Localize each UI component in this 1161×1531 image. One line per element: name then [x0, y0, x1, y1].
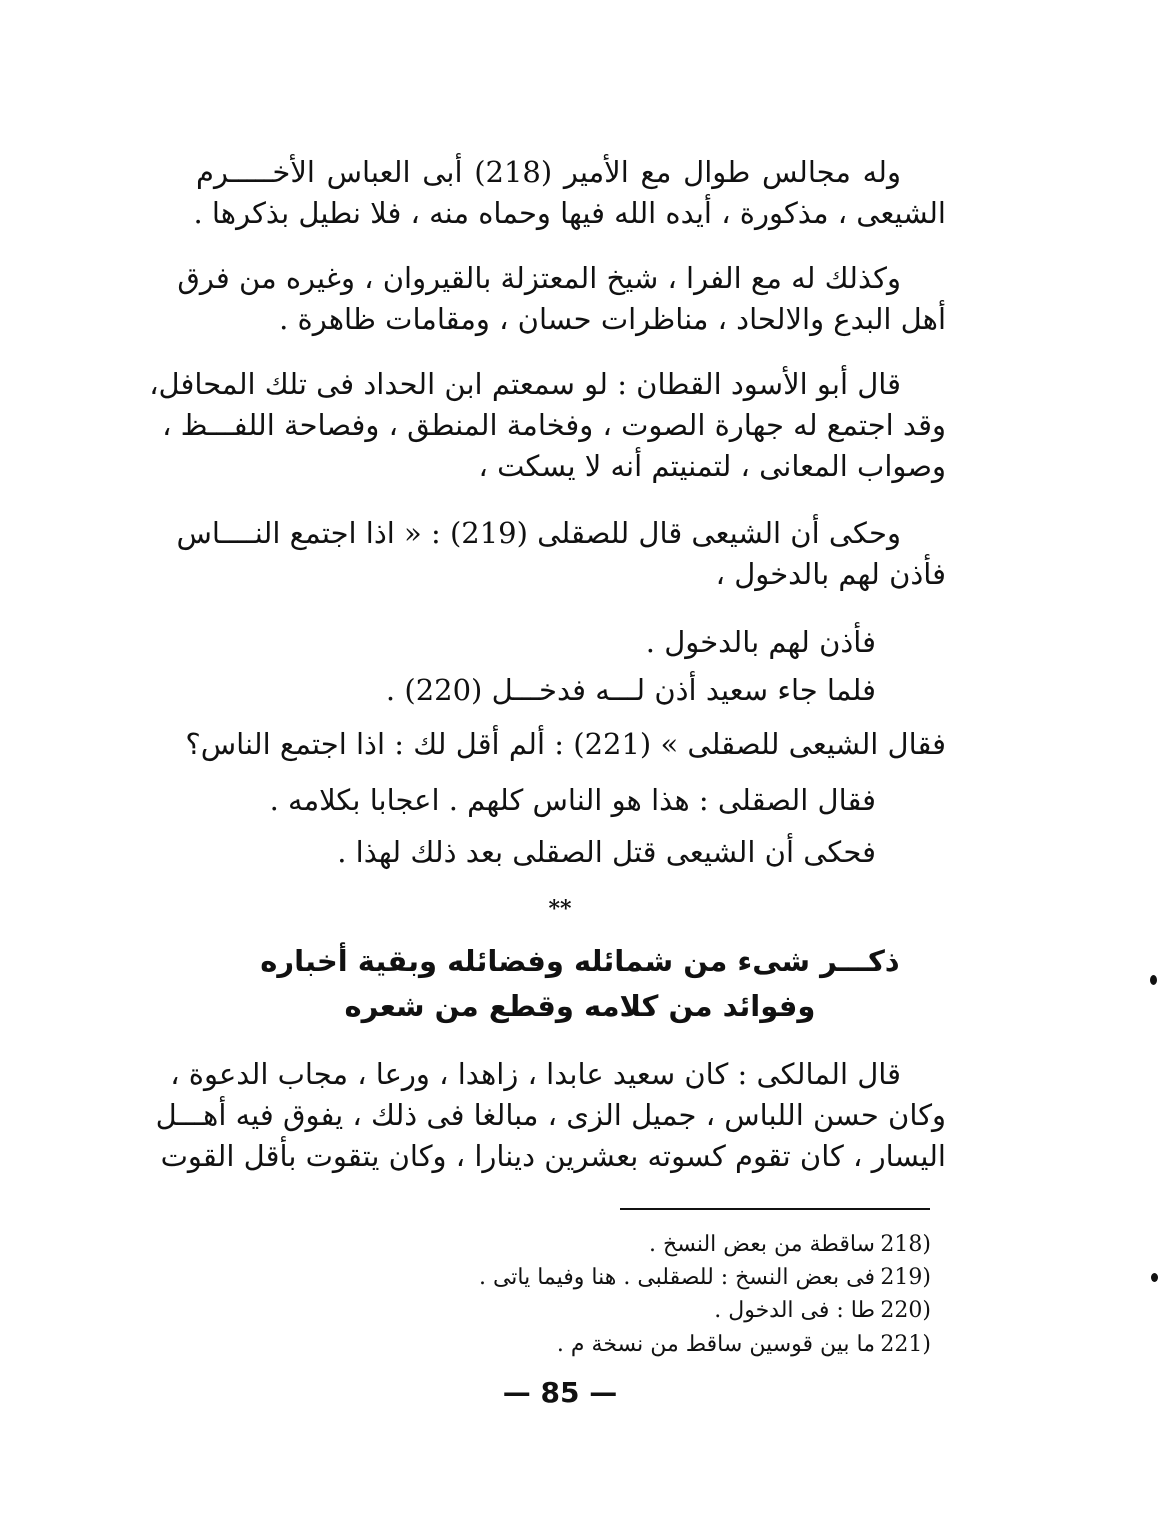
footnote-number: (219 — [880, 1265, 931, 1290]
footnote-218 — [231, 1230, 931, 1260]
section-heading-line-2: وفوائد من كلامه وقطع من شعره — [344, 989, 816, 1023]
dialogue-line-2: فلما جاء سعيد أذن لـــه فدخـــل (220) . — [385, 673, 876, 707]
page-number: — 85 — — [502, 1376, 618, 1409]
paragraph-1-line-2: الشيعى ، مذكورة ، أيده الله فيها وحماه منه ، فلا نطيل بذكرها . — [193, 196, 946, 230]
footnote-219 — [231, 1263, 931, 1293]
dialogue-line-5: فحكى أن الشيعى قتل الصقلى بعد ذلك لهذا . — [337, 835, 876, 869]
footnote-220 — [231, 1296, 931, 1326]
footnote-221 — [231, 1330, 931, 1360]
paragraph-3-line-3: وصواب المعانى ، لتمنيتم أنه لا يسكت ، — [478, 449, 946, 483]
footnote-divider — [620, 1208, 930, 1210]
dialogue-line-4: فقال الصقلى : هذا هو الناس كلهم . اعجابا بكلامه . — [269, 783, 876, 817]
paragraph-4-line-2: فأذن لهم بالدخول ، — [715, 557, 946, 591]
paragraph-5-line-2: وكان حسن اللباس ، جميل الزى ، مبالغا فى ذلك ، يفوق فيه أهـــل — [155, 1098, 946, 1132]
footnote-text: ساقطة من بعض النسخ . — [649, 1232, 875, 1257]
section-heading-line-1: ذكـــر شىء من شمائله وفضائله وبقية أخباره — [260, 944, 900, 978]
paragraph-3-line-2: وقد اجتمع له جهارة الصوت ، وفخامة المنطق ، وفصاحة اللفـــظ ، — [162, 408, 946, 442]
footnote-number: (220 — [880, 1298, 931, 1323]
scan-speck — [1151, 1273, 1158, 1282]
footnote-number: (218 — [880, 1232, 931, 1257]
scan-speck — [1150, 975, 1157, 985]
section-separator: ** — [548, 896, 572, 922]
paragraph-5-line-3: اليسار ، كان تقوم كسوته بعشرين دينارا ، وكان يتقوت بأقل القوت — [160, 1139, 946, 1173]
dialogue-line-1: فأذن لهم بالدخول . — [645, 625, 876, 659]
paragraph-2-line-1: وكذلك له مع الفرا ، شيخ المعتزلة بالقيروان ، وغيره من فرق — [177, 261, 901, 295]
paragraph-4-line-1: وحكى أن الشيعى قال للصقلى (219) : « اذا اجتمع النــــاس — [176, 516, 901, 550]
footnote-text: ما بين قوسين ساقط من نسخة م . — [556, 1332, 875, 1357]
dialogue-line-3: فقال الشيعى للصقلى » (221) : ألم أقل لك : اذا اجتمع الناس؟ — [185, 727, 946, 761]
paragraph-5-line-1: قال المالكى : كان سعيد عابدا ، زاهدا ، ورعا ، مجاب الدعوة ، — [170, 1057, 901, 1091]
footnote-text: فى بعض النسخ : للصقلبى . هنا وفيما ياتى . — [478, 1265, 875, 1290]
footnote-number: (221 — [880, 1332, 931, 1357]
footnote-text: طا : فى الدخول . — [714, 1298, 875, 1323]
paragraph-1-line-1: وله مجالس طوال مع الأمير (218) أبى العباس الأخـــــرم — [196, 155, 901, 189]
paragraph-2-line-2: أهل البدع والالحاد ، مناظرات حسان ، ومقامات ظاهرة . — [279, 302, 946, 336]
paragraph-3-line-1: قال أبو الأسود القطان : لو سمعتم ابن الحداد فى تلك المحافل، — [149, 367, 901, 401]
